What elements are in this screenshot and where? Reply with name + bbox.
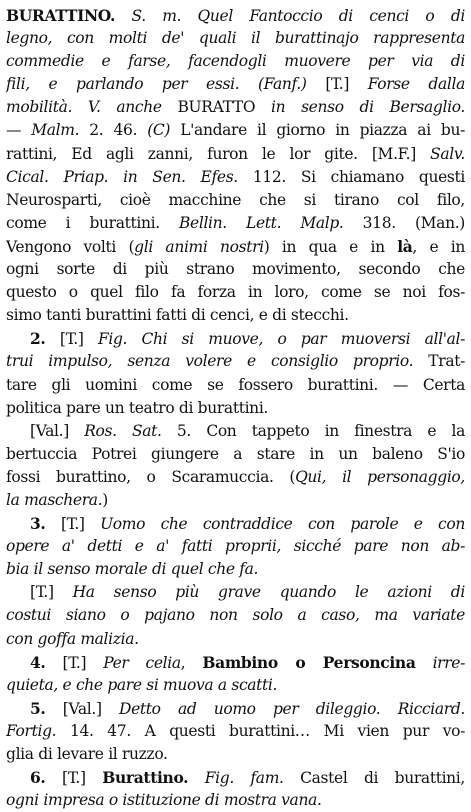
text-segment: [T.] [45, 515, 101, 534]
text-segment: rattini, Ed agli zanni, furon le lor gite. [M.F.] [6, 144, 431, 163]
text-segment: fossi burattino, o Scaramuccia. ( [6, 467, 296, 486]
entry-line [6, 604, 465, 627]
text-segment: irre- [415, 653, 465, 672]
entry-line [6, 766, 465, 789]
text-segment: 6. [30, 768, 46, 788]
text-segment: politica pare un teatro di burattini. [6, 398, 269, 417]
text-segment: Vengono volti ( [6, 237, 135, 256]
entry-line [6, 212, 465, 235]
text-segment: con goffa malizia. [6, 629, 139, 648]
entry-line [6, 674, 465, 697]
text-segment: Ros. Sat. [84, 421, 177, 440]
entry-line [6, 235, 465, 258]
text-segment: ) in qua e in [263, 237, 398, 256]
entry-line [6, 304, 465, 327]
entry-line [6, 143, 465, 166]
text-segment: Qui, il personaggio, [295, 467, 465, 486]
text-segment: BURATTINO. [6, 6, 116, 25]
text-segment: Salv. [430, 144, 465, 163]
text-segment: Fig. Chi si muove, o par muoversi all'al- [97, 330, 465, 349]
entry-line [6, 281, 465, 304]
entry-line [6, 651, 465, 674]
text-segment: questo o quel filo fa forza in loro, come se noi fos- [6, 283, 465, 302]
text-segment: Detto ad uomo per dileggio. Ricciard. [119, 699, 465, 718]
text-segment: tare gli uomini come se fossero burattini. — Certa [6, 375, 465, 394]
text-segment: Burattino. [102, 768, 189, 788]
text-segment: 112. Si chiamano questi [252, 167, 465, 186]
entry-line [6, 27, 465, 50]
text-segment: bertuccia Potrei giungere a stare in un baleno S'io [6, 444, 465, 463]
entry-line [6, 4, 465, 27]
text-segment: ogni impresa o istituzione di mostra vana. [6, 791, 322, 810]
entry-line [6, 397, 465, 420]
text-segment: (C) [147, 121, 171, 140]
entry-line [6, 189, 465, 212]
text-segment: — Malm. [6, 121, 90, 140]
text-segment: glia di levare il ruzzo. [6, 745, 168, 763]
text-segment: 5. [30, 698, 46, 718]
text-segment: Fortig. [6, 721, 70, 740]
text-segment: L'andare il giorno in piazza ai bu- [170, 121, 465, 140]
entry-line [6, 581, 465, 604]
text-segment: [T.] [45, 769, 103, 788]
text-segment: in senso di Bersaglio. [255, 98, 465, 117]
text-segment: là [397, 236, 413, 256]
text-segment: Fig. fam. [188, 769, 301, 788]
text-segment: trui impulso, senza volere e consiglio proprio. [6, 352, 414, 371]
entry-line [6, 789, 465, 812]
entry-line [6, 350, 465, 373]
text-segment: come i burattini. [6, 213, 179, 232]
text-segment: , [180, 653, 203, 672]
entry-line [6, 628, 465, 651]
text-segment: la maschera. [6, 490, 103, 509]
entry-line [6, 466, 465, 489]
text-segment: [Val.] [30, 421, 85, 440]
dictionary-entry [6, 4, 465, 812]
text-segment: Uomo che contraddice con parole e con [100, 515, 465, 534]
text-segment: bia il senso morale di quel che fa. [6, 560, 259, 579]
text-segment: [T.] [30, 583, 73, 602]
entry-line [6, 743, 465, 766]
text-segment: BURATTO [177, 98, 256, 117]
text-segment: S. m. Quel Fantoccio di cenci o di [115, 7, 465, 25]
entry-line [6, 420, 465, 443]
text-segment: [T.] [45, 330, 98, 349]
text-segment: 4. [30, 652, 46, 672]
text-segment: Trat- [413, 352, 465, 371]
text-segment: Bellin. Lett. Malp. [178, 213, 363, 232]
text-segment: [Val.] [45, 699, 119, 718]
text-segment: , e in [412, 237, 465, 256]
text-segment: Cical. Priap. in Sen. Efes. [6, 167, 253, 186]
text-segment: legno, con molti de' quali il burattinajo rappresenta [6, 29, 465, 48]
entry-line [6, 50, 465, 73]
entry-line [6, 258, 465, 281]
text-segment: fili, e parlando per essi. (Fanf.) [6, 75, 326, 94]
text-segment: 3. [30, 514, 46, 534]
entry-line [6, 489, 465, 512]
text-segment: 14. 47. A questi burattini… Mi vien pur vo- [69, 721, 465, 740]
text-segment: Per celia [103, 653, 181, 672]
text-segment: Castel di burattini, [300, 769, 465, 788]
entry-line [6, 96, 465, 119]
text-segment: gli animi nostri [134, 237, 264, 256]
entry-line [6, 73, 465, 96]
text-segment: ogni sorte di più strano movimento, secondo che [6, 260, 465, 279]
entry-line [6, 374, 465, 397]
text-segment: simo tanti burattini fatti di cenci, e di stecchi. [6, 306, 349, 325]
text-segment: mobilità. V. anche [6, 98, 178, 117]
text-segment: opere a' detti e a' fatti proprii, sicché pare non ab- [6, 537, 465, 556]
entry-line [6, 327, 465, 350]
entry-line [6, 558, 465, 581]
text-segment: commedie e farse, facendogli muovere per via di [6, 52, 465, 71]
text-segment: Ha senso più grave quando le azioni di [72, 583, 465, 602]
text-segment: [T.] [45, 653, 104, 672]
text-segment: quieta, e che pare si muova a scatti. [6, 675, 278, 694]
entry-line [6, 697, 465, 720]
entry-line [6, 535, 465, 558]
text-segment: Bambino o Personcina [202, 652, 416, 672]
entry-line [6, 119, 465, 142]
text-segment: Forse dalla [367, 75, 465, 94]
text-segment: 318. (Man.) [362, 213, 465, 232]
entry-line [6, 166, 465, 189]
entry-line [6, 720, 465, 743]
text-segment: ) [102, 490, 108, 509]
text-segment: 2. 46. [89, 121, 148, 140]
text-segment: [T.] [325, 75, 368, 94]
entry-line [6, 443, 465, 466]
entry-line [6, 512, 465, 535]
text-segment: 2. [30, 329, 46, 349]
text-segment: costui siano o pajano non solo a caso, ma variate [6, 606, 465, 625]
text-segment: Neurosparti, cioè macchine che si tirano col filo, [6, 190, 465, 209]
text-segment: 5. Con tappeto in finestra e la [176, 421, 465, 440]
